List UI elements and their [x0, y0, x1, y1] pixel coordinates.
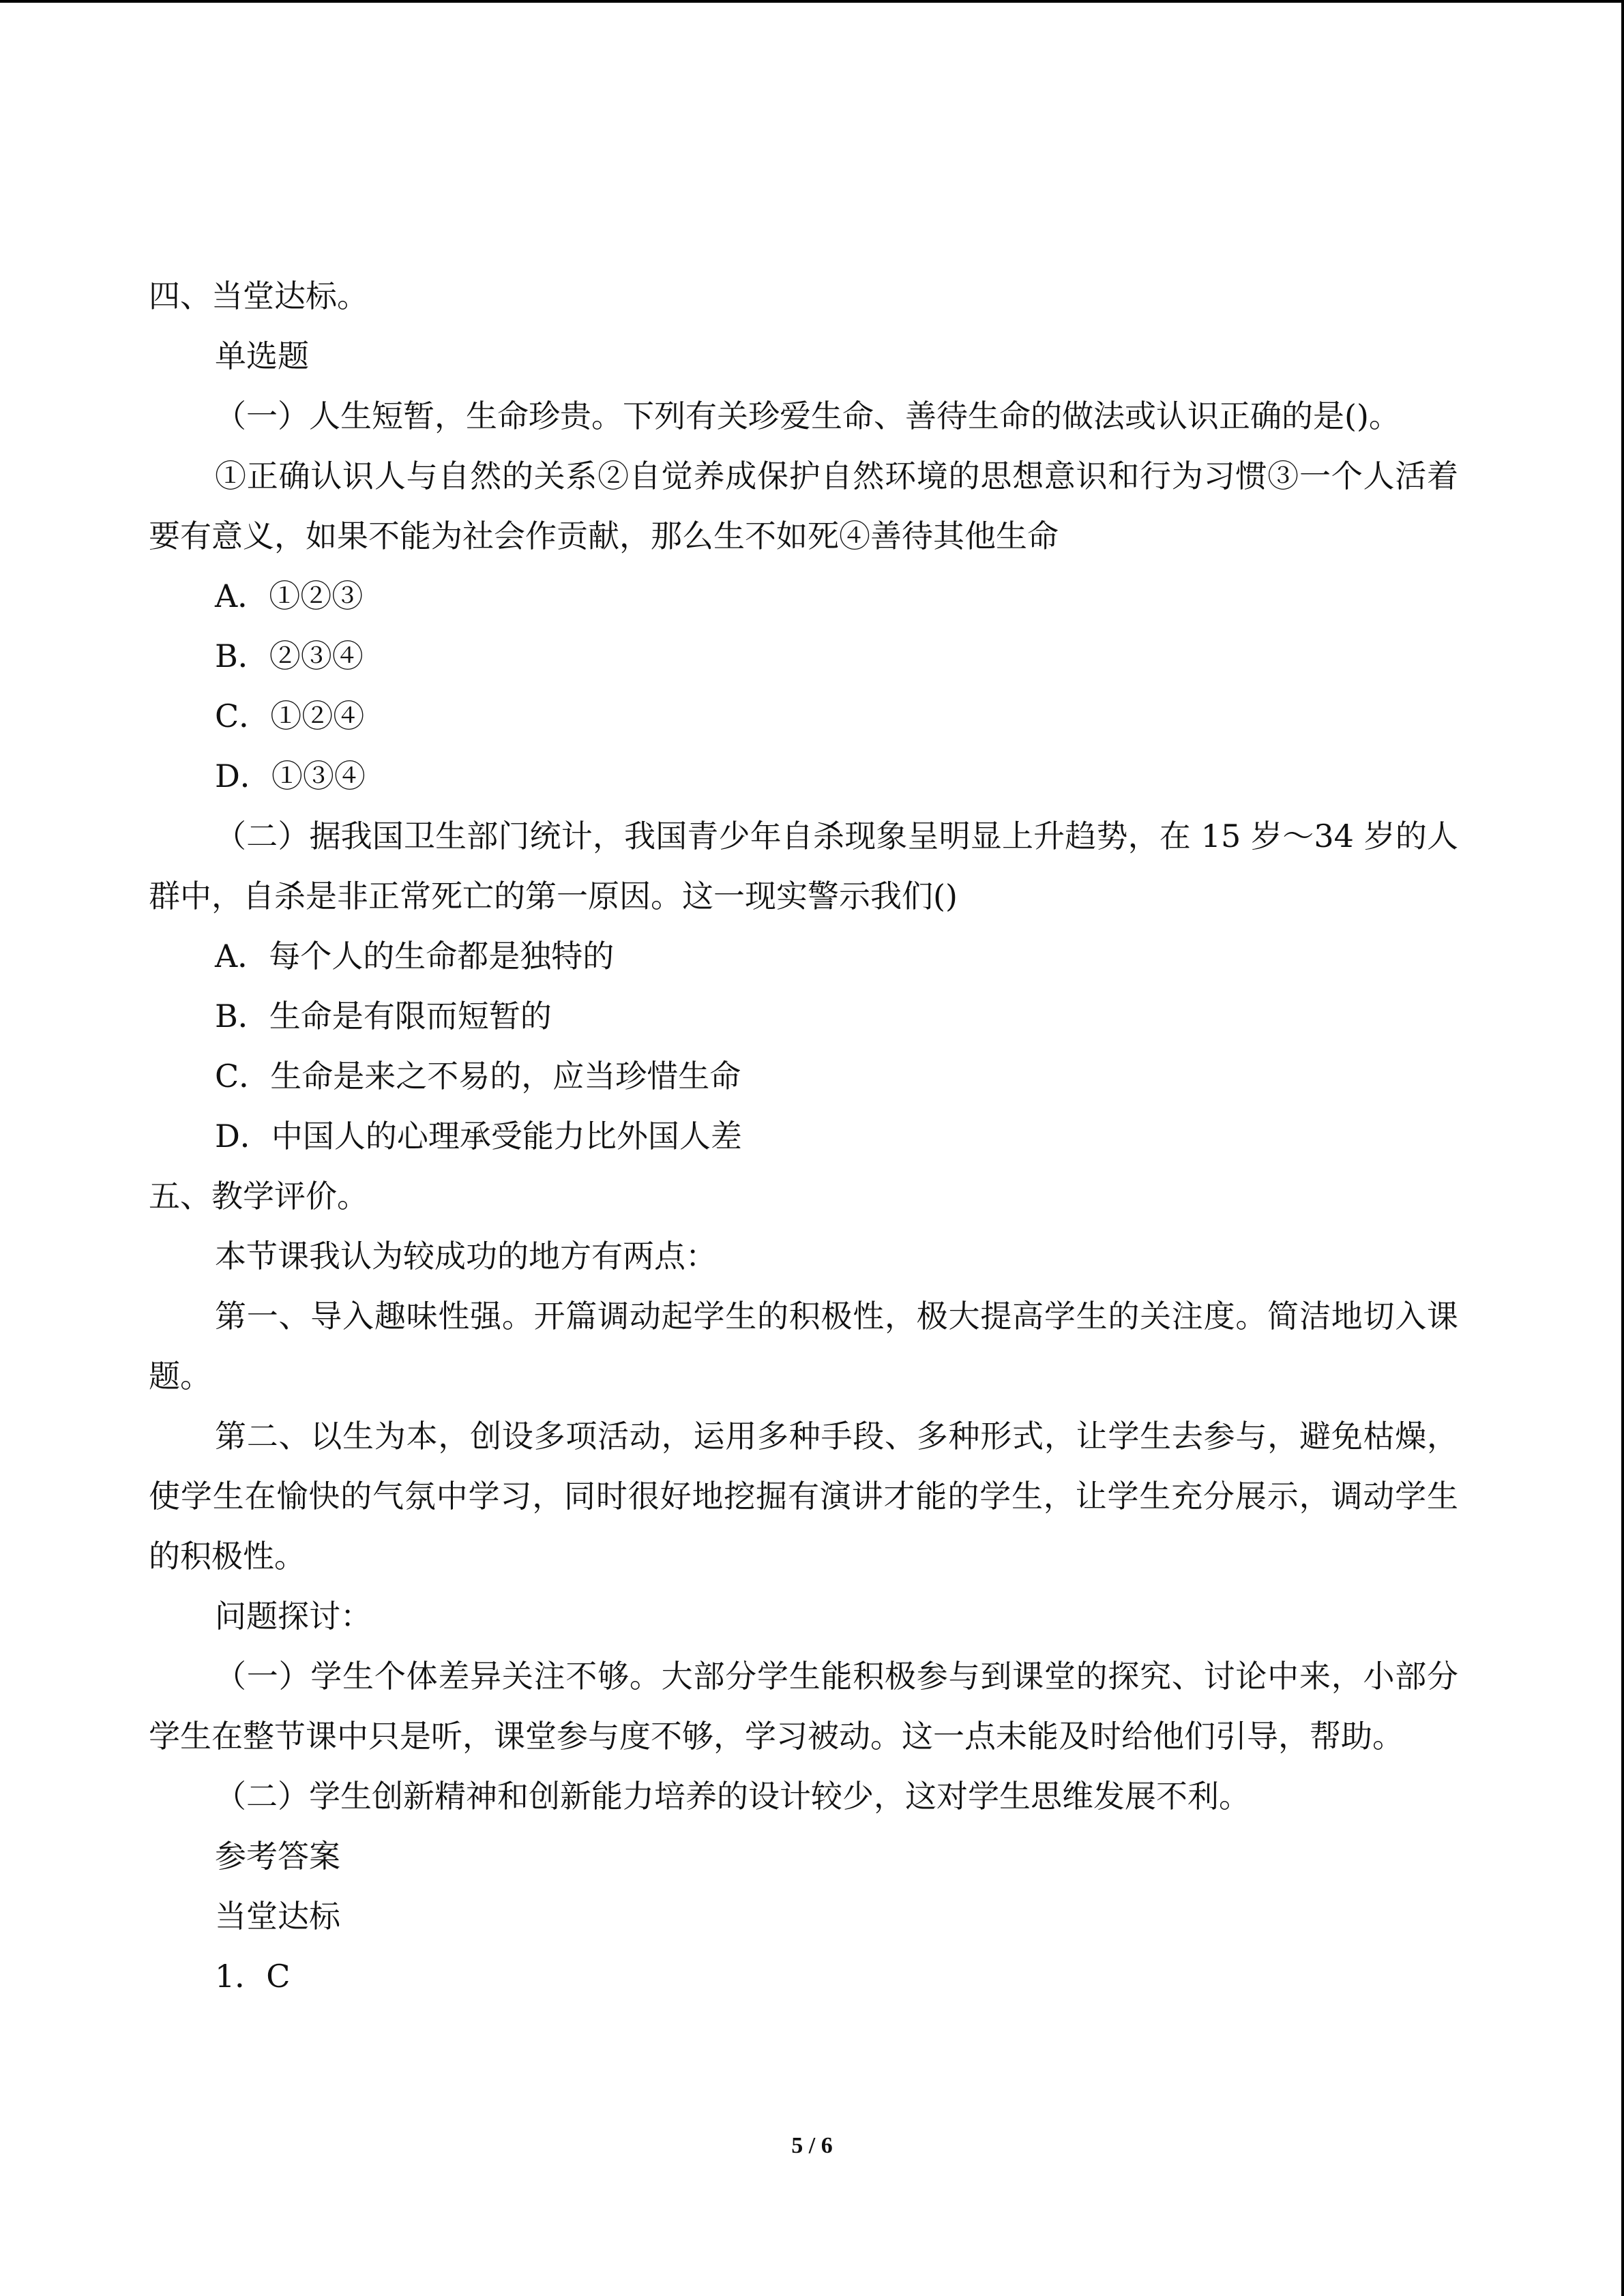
evaluation-point-1: 第一、导入趣味性强。开篇调动起学生的积极性，极大提高学生的关注度。简洁地切入课题。 [149, 1298, 1458, 1395]
question-2-option-c: C．生命是来之不易的，应当珍惜生命 [215, 1058, 741, 1094]
section-heading-4: 四、当堂达标。 [149, 278, 368, 314]
question-2-option-d: D．中国人的心理承受能力比外国人差 [215, 1118, 742, 1154]
question-1-option-a: A．①②③ [215, 578, 364, 614]
evaluation-intro: 本节课我认为较成功的地方有两点： [215, 1238, 717, 1274]
question-1-statements: ①正确认识人与自然的关系②自觉养成保护自然环境的思想意识和行为习惯③一个人活着要有意义，如果不能为社会作贡献，那么生不如死④善待其他生命 [149, 458, 1458, 554]
evaluation-point-2: 第二、以生为本，创设多项活动，运用多种手段、多种形式，让学生去参与，避免枯燥，使学生在愉快的气氛中学习，同时很好地挖掘有演讲才能的学生，让学生充分展示，调动学生的积极性。 [149, 1418, 1458, 1575]
document-body [149, 266, 1458, 2006]
answers-subheading: 当堂达标 [215, 1898, 340, 1935]
question-2-option-b: B．生命是有限而短暂的 [215, 998, 552, 1034]
section-heading-5: 五、教学评价。 [149, 1178, 368, 1214]
page-border-top [0, 0, 1624, 3]
issues-heading: 问题探讨： [215, 1598, 372, 1635]
issue-1: （一）学生个体差异关注不够。大部分学生能积极参与到课堂的探究、讨论中来，小部分学生在整节课中只是听，课堂参与度不够，学习被动。这一点未能及时给他们引导，帮助。 [149, 1658, 1458, 1755]
question-2-option-a: A．每个人的生命都是独特的 [215, 938, 615, 974]
question-1-stem: （一）人生短暂，生命珍贵。下列有关珍爱生命、善待生命的做法或认识正确的是()。 [215, 398, 1400, 434]
answer-1: 1．C [215, 1958, 291, 1995]
question-1-option-c: C．①②④ [215, 698, 365, 734]
page-number: 5 / 6 [791, 2133, 833, 2158]
answers-heading: 参考答案 [215, 1838, 340, 1875]
question-2-stem: （二）据我国卫生部门统计，我国青少年自杀现象呈明显上升趋势，在 15 岁～34 岁的人群中，自杀是非正常死亡的第一原因。这一现实警示我们() [149, 818, 1458, 914]
page-border-right [1621, 0, 1624, 2296]
issue-2: （二）学生创新精神和创新能力培养的设计较少，这对学生思维发展不利。 [215, 1778, 1250, 1815]
question-type-label: 单选题 [215, 338, 309, 374]
question-1-option-b: B．②③④ [215, 638, 364, 674]
question-1-option-d: D．①③④ [215, 758, 366, 794]
